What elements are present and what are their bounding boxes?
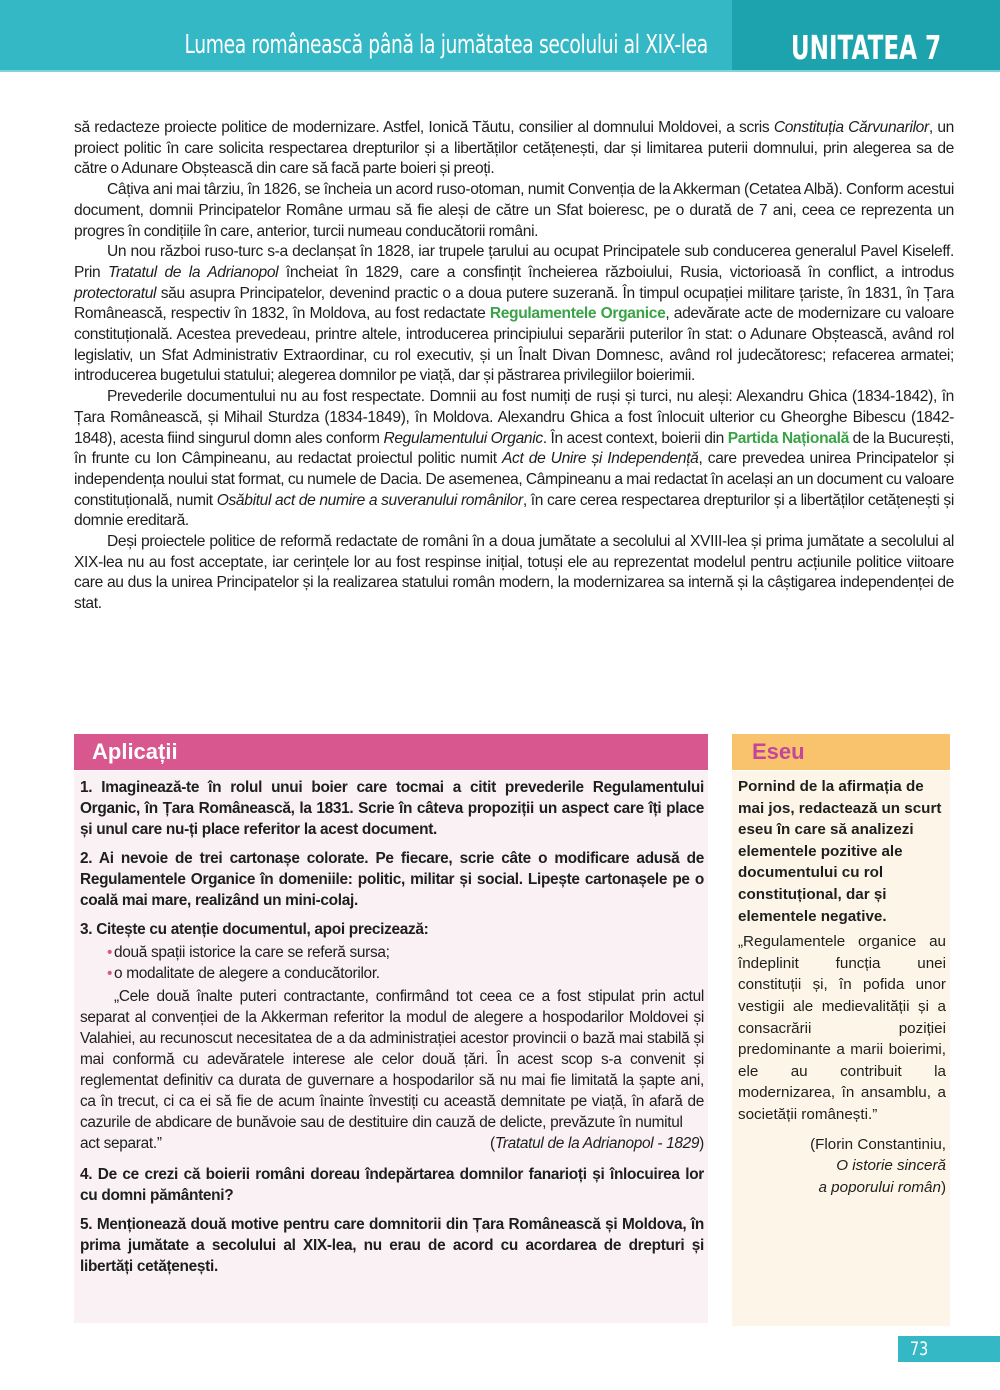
paragraph-4: [74, 387, 954, 532]
page-number: 73: [910, 1338, 929, 1360]
eseu-content: [738, 776, 946, 1198]
eseu-quote: „Regulamentele organice au îndeplinit funcția unei constituții și, în pofida unor vestigii ale medievalității și a consacrării poziției predominante a marii boierimi, ele au contribuit la modernizarea, în ansamblu, a societății românești.”: [738, 933, 946, 1123]
question-4: 4. De ce crezi că boierii români doreau îndepărtarea domnilor fanarioți și înlocuirea lor cu domni pământeni?: [80, 1166, 704, 1204]
unit-badge: [732, 0, 1000, 70]
chapter-title: Lumea românească până la jumătatea secolului al XIX-lea: [184, 30, 708, 60]
paragraph-2: Câțiva ani mai târziu, în 1826, se încheia un acord ruso-otoman, numit Convenția de la Akkerman (Cetatea Albă). Conform acestui document, domnii Principatelor Române urmau să fie aleși de către un Sfat boieresc, pe o durată de 7 ani, ceea ce reprezenta un progres în condițiile în care, anterior, turcii numeau conducătorii români.: [74, 181, 954, 240]
paren: (: [490, 1135, 495, 1152]
text: să redacteze proiecte politice de modernizare. Astfel, Ionică Tăutu, consilier al domnului Moldovei, a scris: [74, 119, 774, 136]
eseu-source: [738, 1134, 946, 1199]
text: , în care cerea respectarea drepturilor și a libertăților cetățenești și domnie ereditară.: [74, 491, 954, 530]
italic-title: Act de Unire și Independență: [501, 450, 699, 468]
quote-source: [490, 1133, 704, 1154]
paragraph-5: Deși proiectele politice de reformă redactate de români în a doua jumătate a secolului al XVIII-lea și prima jumătate a secolului al XIX-lea nu au fost acceptate, iar cerințele lor au fost respinse inițial, totuși ele au reprezentat modelul pentru acțiunile politice viitoare care au dus la unirea Principatelor și la realizarea statului român modern, la modernizarea sa internă și la câștigarea independenței de stat.: [74, 533, 954, 613]
source-book: O istorie sinceră: [836, 1157, 946, 1175]
eseu-header: [732, 734, 950, 770]
question-5: 5. Menționează două motive pentru care domnitorii din Țara Românească și Moldova, în prima jumătate a secolului al XIX-lea, nu erau de acord cu acordarea de drepturi și libertăți cetățenești.: [80, 1216, 704, 1275]
bullet-text: două spații istorice la care se referă sursa;: [114, 944, 390, 961]
bullet-icon: •: [107, 965, 113, 982]
text: . În acest context, boierii din: [542, 429, 728, 447]
italic-title: Constituția Cărvunarilor: [773, 119, 929, 136]
unit-label: UNITATEA 7: [790, 28, 942, 67]
italic-title: Osăbitul act de numire a suveranului românilor: [216, 491, 523, 509]
bullet-text: o modalitate de alegere a conducătorilor.: [114, 965, 380, 982]
question-1: 1. Imaginează-te în rolul unui boier care tocmai a citit prevederile Regulamentului Organic, în Țara Românească, la 1831. Scrie în câteva propoziții un aspect care îți place și unul care nu-ți place referitor la acest document.: [80, 779, 704, 838]
text: său asupra Principatelor, devenind practic o a doua putere suzerană. În timpul ocupației militare țariste, în 1831, în Țara Românească, respectiv în 1832, în Moldova, au fost redactate: [74, 284, 954, 323]
aplicatii-header: [74, 734, 708, 770]
highlight-term: Regulamentele Organice: [489, 305, 666, 323]
page-header: [0, 0, 1000, 72]
paragraph-1: [74, 118, 954, 180]
source-author: (Florin Constantiniu,: [810, 1135, 946, 1153]
eseu-title: Eseu: [752, 739, 805, 764]
text: Un nou război ruso-turc s-a declanșat în 1828, iar trupele țarului au ocupat Principatele sub conducerea generalul Pavel Kiseleff. Prin: [74, 243, 954, 281]
aplicatii-title: Aplicații: [92, 739, 178, 764]
aplicatii-content: [80, 777, 704, 1285]
text: încheiat în 1829, care a consfințit încheierea războiului, Rusia, victorioasă în conflict, a introdus: [278, 263, 954, 281]
paren: ): [940, 1178, 946, 1196]
main-text: [74, 118, 954, 615]
eseu-prompt: Pornind de la afirmația de mai jos, redactează un scurt eseu în care să analizezi elementele pozitive ale documentului cu rol constituțional, dar și elementele negative.: [738, 778, 942, 925]
eseu-box: [732, 771, 950, 1326]
source-book: a poporului român: [818, 1178, 941, 1196]
text: , un proiect politic în care solicita respectarea drepturilor și a libertăților cetățenești, dar și limitarea puterii domnului, prin alegerea sa de către o Adunare Obștească din care să facă parte boieri și preoți.: [74, 119, 954, 178]
italic-title: Tratatul de la Adrianopol: [107, 263, 279, 281]
text: de la București, în frunte cu Ion Câmpineanu, au redactat proiectul politic numit: [74, 429, 954, 468]
text: Prevederile documentului nu au fost respectate. Domnii au fost numiți de ruși și turci, nu aleși: Alexandru Ghica (1834-1842), în Țara Românească, și Mihail Sturdza (1834-1849), în Moldova. Alexandru Ghica a fost înlocuit ulterior cu Gheorghe Bibescu (1842-1848), acesta fiind singurul domn ales conform: [74, 388, 954, 447]
document-quote: „Cele două înalte puteri contractante, confirmând tot ceea ce a fost stipulat prin actul separat al convenției de la Akkerman referitor la modul de alegere a hospodarilor Moldovei și Valahiei, au recunoscut necesitatea de a da administrației acestor provincii o bază mai stabilă și mai conformă cu adevăratele interese ale celor două țări. În acest scop s-a convenit și reglementat definitiv ca durata de guvernare a hospodarilor să nu mai fie limitată la șapte ani, ca în trecut, ci ca ei să fie de acum înainte învestiți cu această demnitate pe viață, în afară de cazurile de abdicare de bunăvoie sau de destituire din cauză de delicte, prevăzute în numitul: [80, 988, 704, 1131]
italic-title: Regulamentului Organic: [383, 429, 543, 447]
text: , care prevedea unirea Principatelor și independența noului stat format, cu numele de Dacia. De asemenea, Câmpineanu a mai redactat în același an un document cu valoare constituțională, numit: [74, 450, 954, 509]
bullet-item: [80, 963, 704, 984]
question-3: 3. Citește cu atenție documentul, apoi precizează:: [80, 921, 429, 938]
bullet-icon: •: [107, 944, 113, 961]
text: , adevărate acte de modernizare cu valoare constituțională. Acestea prevedeau, printre altele, introducerea principiului separării puterilor în stat: o Adunare Obștească, având rol legislativ, un Sfat Administrativ Extraordinar, cu rol executiv, și un Înalt Divan Domnesc, având rol judecătoresc; refacerea armatei; introducerea bugetului statului; alegerea domnilor pe viață, dar și păstrarea privilegiilor boierimii.: [74, 305, 955, 385]
paren: ): [699, 1135, 704, 1152]
bullet-list: [80, 942, 704, 984]
quote-end: act separat.”: [80, 1135, 162, 1152]
question-2: 2. Ai nevoie de trei cartonașe colorate. Pe fiecare, scrie câte o modificare adusă de Regulamentele Organice în domeniile: politic, militar și social. Lipește cartonașele pe o coală mai mare, realizând un mini-colaj.: [80, 850, 704, 909]
page-number-badge: [898, 1336, 1000, 1362]
highlight-term: Partida Națională: [727, 429, 849, 447]
aplicatii-box: [74, 771, 708, 1323]
paragraph-3: [74, 242, 954, 387]
bullet-item: [80, 942, 704, 963]
italic-term: protectoratul: [74, 284, 157, 302]
source-title: Tratatul de la Adrianopol - 1829: [494, 1135, 700, 1152]
quote-source-line: [80, 1133, 704, 1154]
